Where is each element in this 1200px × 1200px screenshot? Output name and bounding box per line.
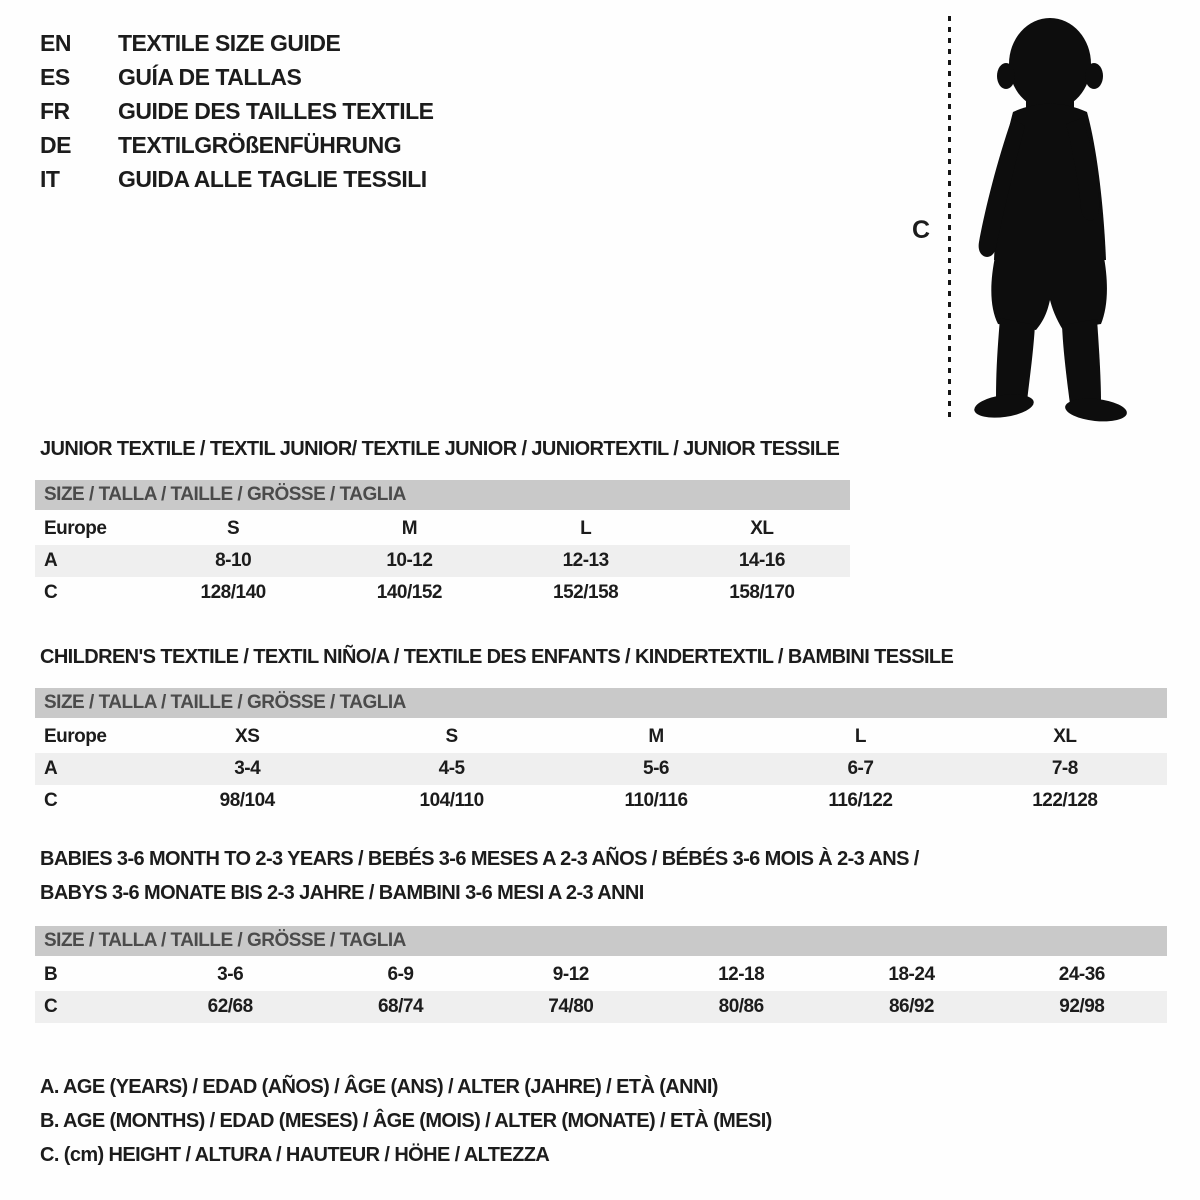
babies-table-header: SIZE / TALLA / TAILLE / GRÖSSE / TAGLIA	[35, 926, 1167, 956]
row-label: A	[44, 550, 58, 571]
guide-title-de: TEXTILGRÖßENFÜHRUNG	[118, 131, 402, 158]
table-cell: 12-18	[718, 964, 765, 985]
table-cell: XL	[750, 518, 774, 539]
table-cell: 86/92	[888, 996, 934, 1017]
table-cell: 62/68	[207, 996, 253, 1017]
table-cell: 12-13	[562, 550, 609, 571]
table-cell: L	[854, 726, 866, 747]
table-cell: 8-10	[215, 550, 252, 571]
children-row-height	[35, 785, 1167, 817]
table-cell: 68/74	[377, 996, 424, 1017]
height-measure-dashed-line	[948, 16, 951, 418]
table-cell: S	[445, 726, 458, 747]
table-cell: 3-4	[234, 758, 261, 779]
language-row-it	[40, 162, 434, 196]
junior-table-header: SIZE / TALLA / TAILLE / GRÖSSE / TAGLIA	[35, 480, 850, 510]
table-cell: L	[580, 518, 592, 539]
guide-title-it: GUIDA ALLE TAGLIE TESSILI	[118, 165, 427, 192]
children-section-title: CHILDREN'S TEXTILE / TEXTIL NIÑO/A / TEXTILE DES ENFANTS / KINDERTEXTIL / BAMBINI TESSILE	[40, 646, 954, 668]
babies-section-title-line2: BABYS 3-6 MONATE BIS 2-3 JAHRE / BAMBINI 3-6 MESI A 2-3 ANNI	[40, 882, 644, 904]
table-cell: 5-6	[643, 758, 669, 779]
table-cell: 74/80	[548, 996, 594, 1017]
legend-line-a: A. AGE (YEARS) / EDAD (AÑOS) / ÂGE (ANS) / ALTER (JAHRE) / ETÀ (ANNI)	[40, 1076, 718, 1098]
table-cell: 80/86	[718, 996, 764, 1017]
language-code: ES	[40, 63, 70, 90]
babies-section-title-line1: BABIES 3-6 MONTH TO 2-3 YEARS / BEBÉS 3-6 MESES A 2-3 AÑOS / BÉBÉS 3-6 MOIS À 2-3 ANS /	[40, 848, 919, 870]
language-row-fr	[40, 94, 434, 128]
row-label: Europe	[44, 726, 107, 747]
junior-row-height	[35, 577, 850, 609]
guide-title-en: TEXTILE SIZE GUIDE	[118, 29, 341, 56]
legend-line-c: C. (cm) HEIGHT / ALTURA / HAUTEUR / HÖHE / ALTEZZA	[40, 1144, 550, 1166]
table-cell: 158/170	[729, 582, 795, 603]
table-cell: 128/140	[200, 582, 266, 603]
table-cell: 98/104	[219, 790, 275, 811]
children-row-europe	[35, 721, 1167, 753]
table-cell: XS	[235, 726, 260, 747]
table-cell: 14-16	[738, 550, 785, 571]
guide-title-fr: GUIDE DES TAILLES TEXTILE	[118, 97, 434, 124]
table-cell: 6-7	[847, 758, 874, 779]
language-code: IT	[40, 165, 60, 192]
table-cell: 110/116	[624, 790, 688, 811]
babies-row-height	[35, 991, 1167, 1023]
guide-title-es: GUÍA DE TALLAS	[118, 63, 302, 90]
row-label: C	[44, 996, 58, 1017]
row-label: A	[44, 758, 58, 779]
table-cell: 10-12	[386, 550, 433, 571]
table-cell: M	[648, 726, 664, 747]
babies-row-age-months	[35, 959, 1167, 991]
language-row-de	[40, 128, 434, 162]
toddler-silhouette-icon	[958, 12, 1148, 422]
row-label: Europe	[44, 518, 107, 539]
junior-row-europe	[35, 513, 850, 545]
table-cell: 122/128	[1032, 790, 1098, 811]
children-row-age	[35, 753, 1167, 785]
table-cell: 7-8	[1051, 758, 1078, 779]
language-row-es	[40, 60, 434, 94]
row-label: C	[44, 582, 58, 603]
language-code: EN	[40, 29, 71, 56]
table-cell: 116/122	[828, 790, 893, 811]
row-label: C	[44, 790, 58, 811]
table-cell: 4-5	[438, 758, 465, 779]
table-cell: XL	[1053, 726, 1077, 747]
language-title-list	[40, 26, 434, 196]
language-row-en	[40, 26, 434, 60]
table-cell: 152/158	[553, 582, 619, 603]
table-cell: 3-6	[217, 964, 244, 985]
children-size-table	[35, 688, 1167, 817]
table-cell: 9-12	[552, 964, 589, 985]
babies-size-table	[35, 926, 1167, 1023]
table-cell: M	[401, 518, 418, 539]
row-label: B	[44, 964, 58, 985]
language-code: FR	[40, 97, 70, 124]
language-code: DE	[40, 131, 71, 158]
legend-line-b: B. AGE (MONTHS) / EDAD (MESES) / ÂGE (MOIS) / ALTER (MONATE) / ETÀ (MESI)	[40, 1110, 772, 1132]
table-cell: 140/152	[376, 582, 442, 603]
table-cell: 6-9	[387, 964, 414, 985]
junior-row-age	[35, 545, 850, 577]
height-measure-label: C	[912, 216, 930, 244]
table-cell: 24-36	[1058, 964, 1105, 985]
table-cell: 92/98	[1059, 996, 1105, 1017]
junior-section-title: JUNIOR TEXTILE / TEXTIL JUNIOR/ TEXTILE JUNIOR / JUNIORTEXTIL / JUNIOR TESSILE	[40, 438, 840, 460]
table-cell: 18-24	[888, 964, 935, 985]
children-table-header: SIZE / TALLA / TAILLE / GRÖSSE / TAGLIA	[35, 688, 1167, 718]
table-cell: 104/110	[419, 790, 484, 811]
junior-size-table	[35, 480, 850, 609]
table-cell: S	[227, 518, 240, 539]
